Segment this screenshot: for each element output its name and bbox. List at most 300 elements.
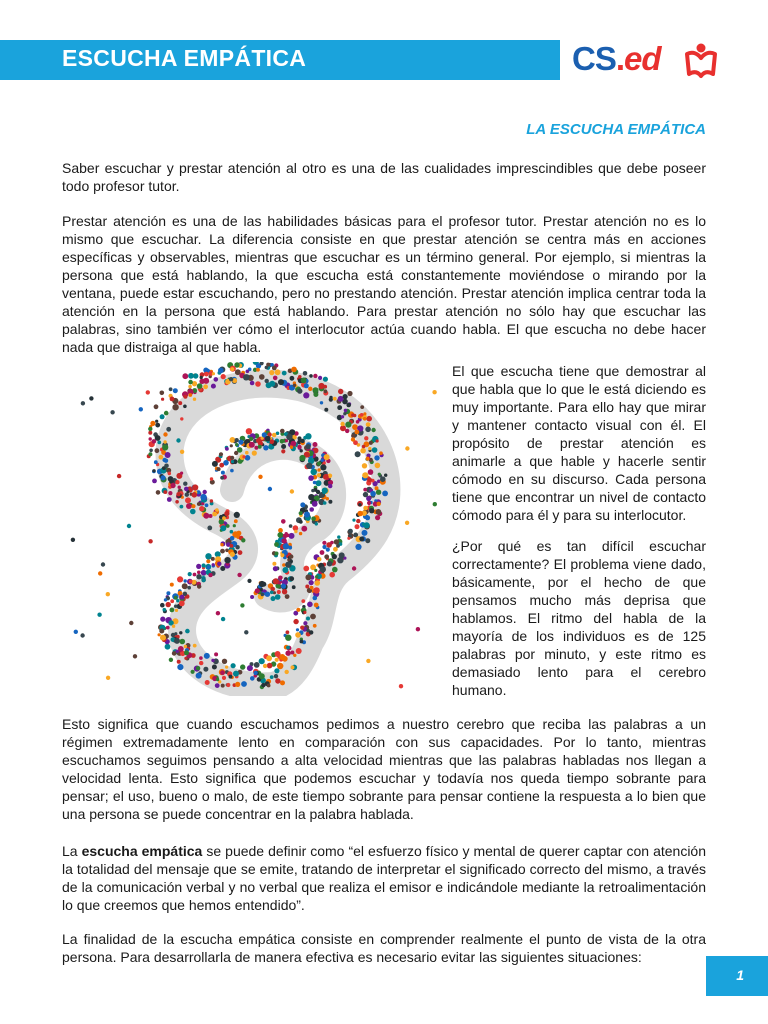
crowd-person: [193, 398, 196, 401]
crowd-person: [174, 638, 180, 644]
stray-person: [97, 613, 101, 617]
crowd-person: [363, 488, 367, 492]
crowd-person: [215, 508, 219, 512]
crowd-person: [173, 388, 178, 393]
crowd-person: [337, 557, 343, 563]
crowd-person: [294, 530, 297, 533]
crowd-person: [299, 520, 303, 524]
crowd-person: [241, 681, 247, 687]
crowd-person: [273, 578, 279, 584]
crowd-person: [298, 375, 302, 379]
crowd-person: [259, 673, 265, 679]
crowd-person: [166, 626, 170, 630]
crowd-person: [152, 479, 157, 484]
page-number-box: [706, 956, 768, 996]
crowd-person: [255, 381, 261, 387]
crowd-person: [362, 445, 366, 449]
crowd-person: [158, 633, 161, 636]
crowd-person: [349, 534, 352, 537]
crowd-person: [283, 543, 289, 549]
crowd-person: [311, 469, 317, 475]
crowd-person: [193, 573, 197, 577]
document-title: ESCUCHA EMPÁTICA: [62, 45, 307, 71]
crowd-person: [259, 374, 265, 380]
crowd-person: [190, 509, 196, 515]
crowd-person: [265, 379, 269, 383]
crowd-person: [216, 678, 219, 681]
crowd-person: [231, 663, 236, 668]
crowd-person: [214, 652, 218, 656]
header: [0, 40, 768, 80]
crowd-person: [365, 427, 371, 433]
crowd-person: [314, 603, 319, 608]
crowd-person: [171, 633, 175, 637]
crowd-person: [308, 475, 314, 481]
crowd-person: [210, 477, 213, 480]
stray-person: [221, 617, 225, 621]
crowd-person: [178, 646, 184, 652]
crowd-person: [250, 595, 254, 599]
stray-person: [229, 377, 233, 381]
crowd-person: [275, 369, 281, 375]
crowd-person: [163, 432, 167, 436]
crowd-person: [159, 629, 164, 634]
crowd-person: [269, 381, 275, 387]
crowd-person: [368, 469, 374, 475]
crowd-person: [204, 372, 209, 377]
crowd-person: [193, 373, 198, 378]
crowd-person: [164, 464, 169, 469]
crowd-person: [219, 463, 224, 468]
crowd-person: [308, 387, 312, 391]
stray-person: [110, 410, 114, 414]
crowd-person: [299, 511, 303, 515]
crowd-person: [358, 503, 361, 506]
crowd-person: [259, 658, 265, 664]
crowd-person: [215, 457, 220, 462]
crowd-person: [275, 594, 281, 600]
crowd-person: [205, 553, 211, 559]
crowd-person: [174, 605, 177, 608]
stray-person: [139, 407, 143, 411]
crowd-person: [192, 492, 198, 498]
crowd-person: [272, 366, 277, 371]
crowd-person: [156, 490, 161, 495]
crowd-person: [169, 387, 173, 391]
crowd-person: [282, 538, 287, 543]
crowd-person: [163, 490, 167, 494]
crowd-person: [314, 569, 317, 572]
crowd-person: [203, 378, 209, 384]
crowd-person: [149, 449, 153, 453]
crowd-person: [368, 447, 371, 450]
crowd-person: [306, 444, 311, 449]
stray-person: [71, 538, 75, 542]
crowd-person: [211, 384, 216, 389]
crowd-person: [186, 503, 192, 509]
crowd-person: [274, 674, 278, 678]
crowd-person: [293, 384, 296, 387]
crowd-person: [320, 566, 326, 572]
stray-person: [258, 475, 262, 479]
crowd-person: [161, 475, 166, 480]
crowd-person: [170, 608, 175, 613]
crowd-person: [309, 374, 313, 378]
crowd-person: [164, 411, 169, 416]
crowd-person: [270, 675, 274, 679]
crowd-person: [327, 561, 333, 567]
crowd-person: [290, 446, 293, 449]
crowd-person: [164, 459, 168, 463]
crowd-person: [249, 437, 253, 441]
crowd-person: [230, 444, 233, 447]
crowd-person: [149, 437, 152, 440]
crowd-person: [278, 379, 284, 385]
crowd-person: [296, 628, 299, 631]
crowd-person: [359, 537, 364, 542]
crowd-person: [328, 484, 332, 488]
crowd-person: [175, 500, 179, 504]
crowd-person: [375, 515, 380, 520]
crowd-ear-image: [62, 362, 438, 696]
crowd-person: [172, 625, 175, 628]
crowd-person: [155, 448, 160, 453]
crowd-person: [292, 585, 296, 589]
crowd-person: [364, 522, 370, 528]
crowd-person: [375, 463, 381, 469]
crowd-person: [322, 488, 328, 494]
crowd-person: [300, 626, 304, 630]
crowd-person: [282, 656, 288, 662]
stray-person: [183, 482, 187, 486]
crowd-person: [219, 452, 223, 456]
crowd-person: [148, 431, 152, 435]
crowd-person: [304, 512, 310, 518]
stray-person: [317, 461, 321, 465]
crowd-person: [285, 651, 290, 656]
crowd-person: [240, 664, 245, 669]
crowd-person: [182, 373, 188, 379]
crowd-person: [326, 497, 329, 500]
crowd-person: [220, 670, 225, 675]
crowd-person: [191, 670, 195, 674]
crowd-person: [212, 563, 215, 566]
stray-person: [217, 562, 221, 566]
crowd-person: [362, 472, 368, 478]
crowd-person: [163, 440, 166, 443]
crowd-person: [192, 484, 198, 490]
crowd-person: [184, 645, 187, 648]
crowd-person: [366, 422, 371, 427]
crowd-person: [313, 387, 319, 393]
stray-person: [176, 438, 180, 442]
crowd-person: [196, 574, 201, 579]
logo-cs: CS: [572, 40, 616, 77]
crowd-person: [355, 451, 361, 457]
crowd-person: [328, 500, 332, 504]
crowd-person: [360, 413, 364, 417]
crowd-person: [177, 664, 183, 670]
crowd-person: [343, 412, 346, 415]
crowd-person: [207, 526, 212, 531]
crowd-person: [185, 629, 190, 634]
stray-person: [80, 633, 84, 637]
crowd-person: [366, 457, 370, 461]
header-bar: [0, 40, 560, 80]
crowd-person: [176, 599, 179, 602]
page-number: 1: [736, 967, 744, 983]
crowd-person: [235, 443, 238, 446]
paragraph-why-difficult: ¿Por qué es tan difícil escuchar correctamente? El problema viene dado, básicamente, por el hecho de que pensamos mucho más deprisa que hablamos. El ritmo del habla de la mayoría de los individuos es de 125 palabras por minuto, y este ritmo es demasiado lento para el cerebro humano.: [452, 538, 706, 698]
crowd-person: [311, 516, 316, 521]
crowd-person: [309, 507, 314, 512]
crowd-person: [364, 436, 368, 440]
crowd-person: [376, 490, 381, 495]
stray-person: [237, 573, 241, 577]
crowd-person: [167, 497, 172, 502]
crowd-person: [363, 417, 367, 421]
crowd-person: [269, 370, 274, 375]
crowd-person: [212, 512, 217, 517]
crowd-person: [347, 391, 352, 396]
crowd-person: [234, 362, 239, 367]
crowd-person: [184, 650, 189, 655]
crowd-person: [221, 684, 225, 688]
crowd-person: [280, 553, 284, 557]
crowd-person: [272, 433, 277, 438]
crowd-person: [180, 417, 183, 420]
crowd-person: [212, 372, 215, 375]
crowd-person: [204, 653, 210, 659]
crowd-person: [183, 395, 187, 399]
crowd-person: [303, 566, 309, 572]
crowd-person: [170, 599, 174, 603]
crowd-person: [322, 545, 326, 549]
crowd-person: [344, 409, 348, 413]
crowd-person: [346, 403, 351, 408]
crowd-person: [277, 590, 281, 594]
crowd-person: [360, 448, 366, 454]
stray-person: [133, 654, 137, 658]
crowd-person: [324, 454, 330, 460]
crowd-person: [313, 481, 317, 485]
crowd-person: [282, 563, 286, 567]
crowd-person: [203, 384, 208, 389]
crowd-person: [246, 428, 252, 434]
crowd-person: [165, 452, 171, 458]
crowd-person: [160, 391, 165, 396]
crowd-person: [285, 594, 290, 599]
crowd-person: [323, 377, 328, 382]
stray-person: [377, 502, 381, 506]
crowd-person: [286, 434, 292, 440]
crowd-person: [222, 676, 226, 680]
crowd-person: [172, 404, 178, 410]
crowd-person: [233, 671, 239, 677]
crowd-person: [367, 477, 372, 482]
crowd-person: [233, 524, 236, 527]
crowd-person: [196, 564, 201, 569]
crowd-person: [274, 668, 279, 673]
crowd-person: [197, 502, 201, 506]
crowd-person: [179, 631, 182, 634]
crowd-person: [332, 567, 338, 573]
crowd-person: [242, 455, 245, 458]
crowd-person: [203, 667, 208, 672]
crowd-person: [184, 579, 187, 582]
crowd-person: [193, 644, 197, 648]
crowd-person: [303, 611, 306, 614]
stray-person: [101, 562, 105, 566]
crowd-person: [222, 516, 226, 520]
crowd-person: [184, 487, 189, 492]
crowd-person: [238, 440, 243, 445]
crowd-person: [313, 596, 318, 601]
crowd-person: [312, 501, 318, 507]
crowd-person: [177, 576, 183, 582]
stray-person: [366, 659, 370, 663]
crowd-person: [316, 480, 322, 486]
crowd-person: [162, 444, 168, 450]
crowd-person: [369, 508, 374, 513]
crowd-person: [230, 469, 234, 473]
crowd-person: [230, 544, 234, 548]
crowd-person: [360, 405, 364, 409]
crowd-person: [205, 680, 210, 685]
crowd-person: [351, 413, 354, 416]
crowd-person: [300, 449, 303, 452]
crowd-person: [220, 476, 224, 480]
definition-lead: La: [62, 843, 82, 859]
crowd-person: [274, 542, 279, 547]
crowd-person: [155, 423, 160, 428]
crowd-person: [163, 608, 167, 612]
crowd-person: [159, 455, 164, 460]
crowd-person: [286, 534, 290, 538]
stray-person: [352, 566, 356, 570]
crowd-person: [282, 567, 288, 573]
crowd-person: [230, 437, 236, 443]
stray-person: [432, 390, 436, 394]
crowd-person: [221, 471, 225, 475]
crowd-person: [313, 587, 319, 593]
crowd-person: [281, 584, 286, 589]
stray-person: [290, 489, 294, 493]
crowd-person: [303, 621, 307, 625]
crowd-person: [180, 505, 184, 509]
crowd-person: [267, 684, 271, 688]
crowd-person: [229, 675, 233, 679]
crowd-person: [266, 363, 270, 367]
crowd-person: [152, 469, 155, 472]
crowd-person: [249, 442, 255, 448]
crowd-person: [271, 596, 276, 601]
crowd-person: [199, 506, 204, 511]
crowd-person: [278, 528, 283, 533]
crowd-person: [175, 609, 178, 612]
stray-person: [235, 545, 239, 549]
crowd-person: [246, 370, 250, 374]
crowd-person: [157, 441, 161, 445]
crowd-person: [212, 665, 217, 670]
stray-person: [241, 538, 245, 542]
crowd-person: [188, 385, 192, 389]
crowd-person: [267, 663, 273, 669]
stray-person: [268, 487, 272, 491]
crowd-person: [230, 530, 234, 534]
crowd-person: [275, 678, 280, 683]
crowd-person: [201, 570, 207, 576]
crowd-person: [148, 452, 152, 456]
crowd-person: [372, 447, 378, 453]
crowd-person: [313, 624, 317, 628]
stray-person: [169, 658, 173, 662]
crowd-person: [203, 513, 209, 519]
crowd-person: [367, 501, 371, 505]
crowd-person: [356, 420, 360, 424]
crowd-person: [231, 460, 234, 463]
crowd-person: [180, 595, 185, 600]
crowd-person: [289, 524, 293, 528]
crowd-person: [324, 408, 328, 412]
crowd-person: [289, 576, 294, 581]
crowd-person: [256, 368, 260, 372]
crowd-person: [310, 614, 316, 620]
crowd-person: [332, 554, 337, 559]
crowd-person: [280, 429, 285, 434]
stray-person: [98, 571, 102, 575]
crowd-person: [378, 473, 381, 476]
crowd-person: [311, 489, 314, 492]
crowd-person: [222, 659, 227, 664]
stray-person: [74, 630, 78, 634]
crowd-person: [160, 603, 165, 608]
crowd-person: [148, 427, 152, 431]
crowd-person: [305, 574, 311, 580]
crowd-person: [282, 589, 287, 594]
crowd-person: [301, 378, 307, 384]
crowd-person: [254, 662, 260, 668]
logo-text: [572, 40, 661, 78]
crowd-person: [293, 654, 296, 657]
crowd-person: [243, 374, 249, 380]
paragraph-intro: Saber escuchar y prestar atención al otro es una de las cualidades imprescindibles que debe poseer todo profesor tutor.: [62, 160, 706, 194]
crowd-person: [313, 442, 318, 447]
crowd-person: [280, 439, 285, 444]
crowd-person: [187, 586, 191, 590]
crowd-person: [329, 572, 335, 578]
crowd-person: [230, 536, 235, 541]
crowd-person: [330, 541, 334, 545]
crowd-person: [338, 407, 341, 410]
crowd-person: [191, 504, 195, 508]
crowd-person: [285, 562, 291, 568]
crowd-person: [170, 583, 174, 587]
stray-person: [405, 521, 409, 525]
crowd-person: [197, 571, 201, 575]
crowd-person: [301, 526, 307, 532]
crowd-person: [277, 532, 283, 538]
crowd-person: [197, 383, 203, 389]
crowd-person: [272, 562, 276, 566]
definition-text: se puede definir como “el esfuerzo físico y mental de querer captar con atención la totalidad del mensaje que se emite, tratando de interpretar el significado correcto del mismo, a través de la comunicación verbal y no verbal que realiza el emisor e indicándole mediante la retroalimentación lo que creemos que hemos entendido”.: [62, 843, 706, 913]
crowd-person: [291, 665, 295, 669]
crowd-person: [338, 389, 343, 394]
crowd-person: [321, 459, 324, 462]
stray-person: [146, 390, 150, 394]
crowd-person: [352, 424, 358, 430]
crowd-person: [337, 535, 340, 538]
